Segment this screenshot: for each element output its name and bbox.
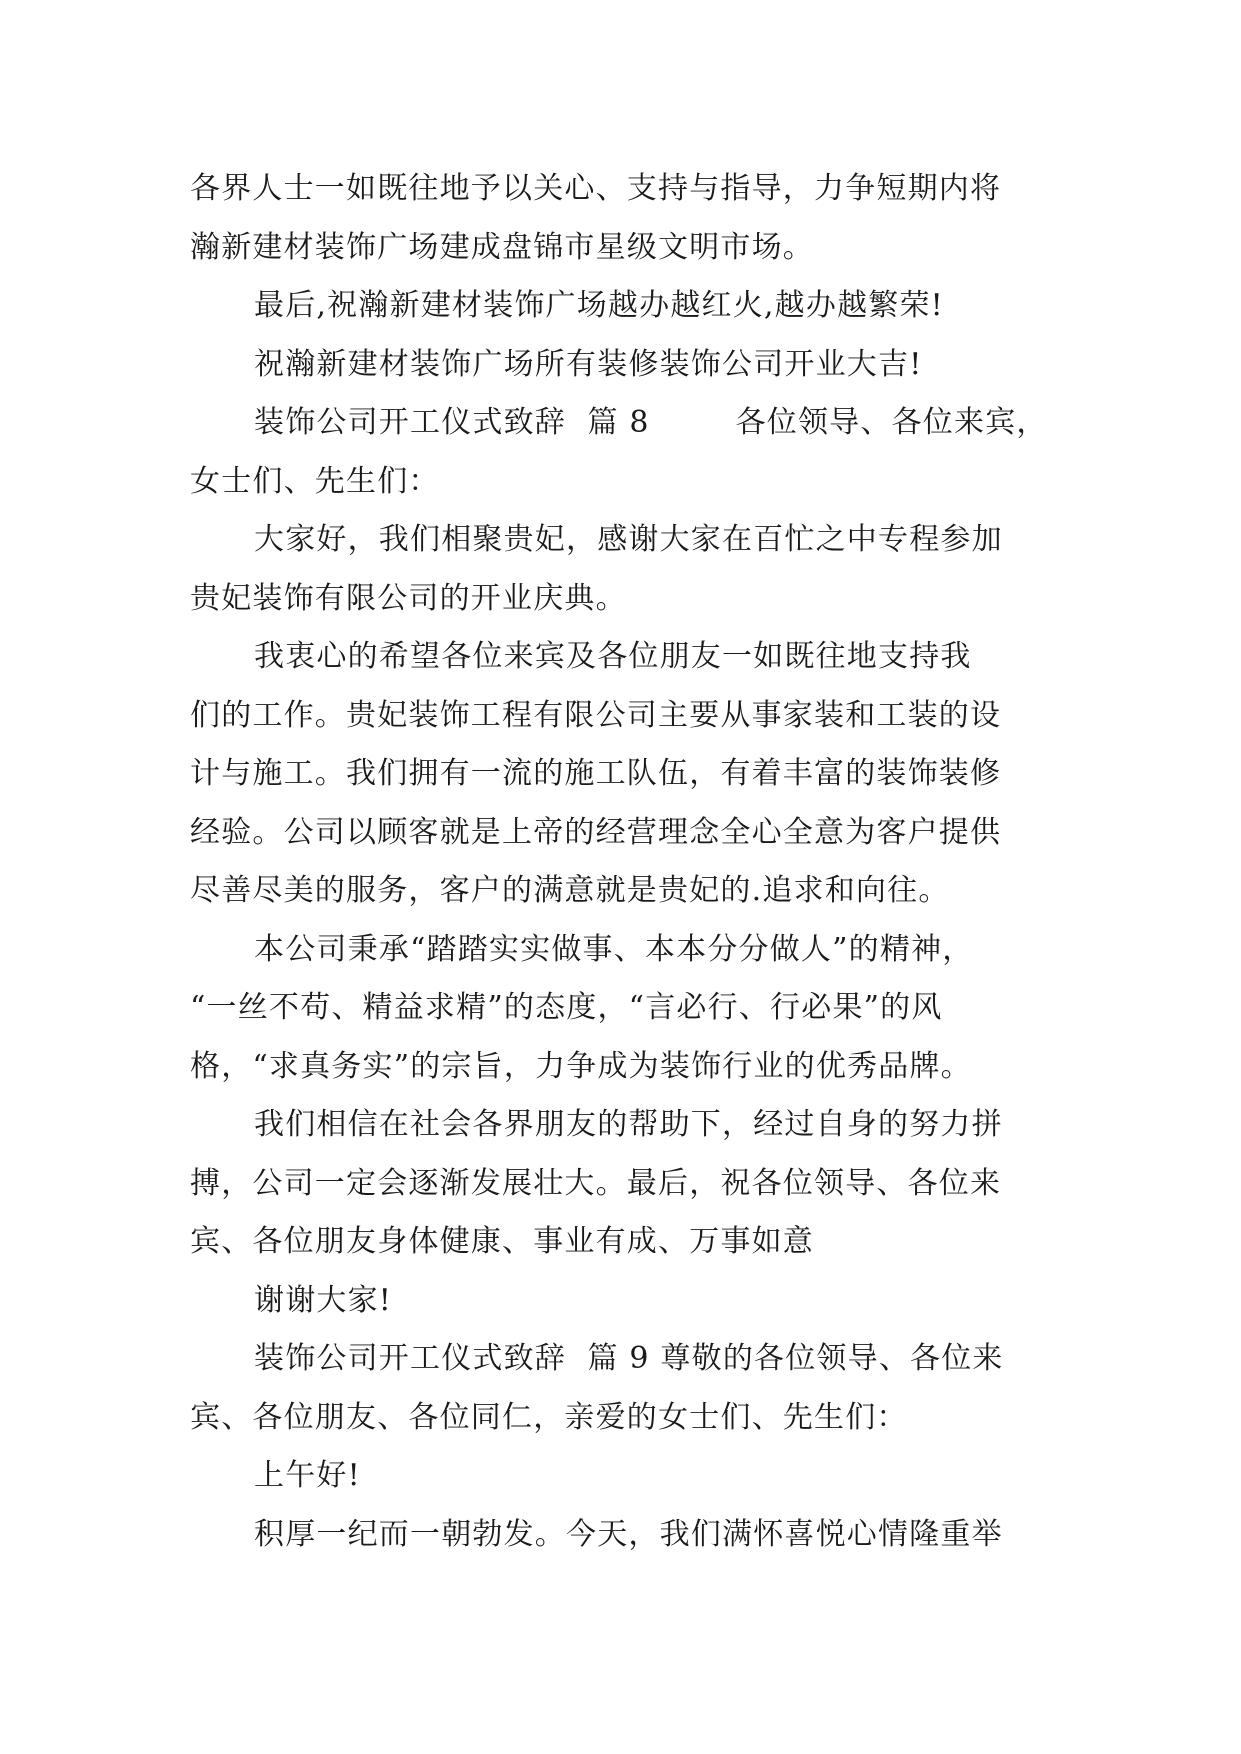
text-line-16: 格，“求真务实”的宗旨，力争成为装饰行业的优秀品牌。: [190, 1048, 972, 1084]
text-line-24: 积厚一纪而一朝勃发。今天，我们满怀喜悦心情隆重举: [254, 1516, 1003, 1552]
text-line-17: 我们相信在社会各界朋友的帮助下，经过自身的努力拼: [254, 1107, 1003, 1142]
document-body: [190, 160, 1050, 1564]
text-line-20: 谢谢大家!: [254, 1282, 393, 1318]
text-line-18: 搏，公司一定会逐渐发展壮大。最后，祝各位领导、各位来: [190, 1165, 1002, 1201]
text-line-2: 瀚新建材装饰广场建成盘锦市星级文明市场。: [190, 229, 814, 265]
text-line-22: 宾、各位朋友、各位同仁，亲爱的女士们、先生们：: [190, 1399, 908, 1435]
text-line-4: 祝瀚新建材装饰广场所有装修装饰公司开业大吉!: [254, 346, 923, 382]
text-line-12: 经验。公司以顾客就是上帝的经营理念全心全意为客户提供: [190, 814, 1002, 850]
text-line-3: 最后,祝瀚新建材装饰广场越办越红火,越办越繁荣!: [254, 288, 944, 323]
section-heading-9: 装饰公司开工仪式致辞 篇 9 尊敬的各位领导、各位来: [254, 1341, 1004, 1376]
text-line-6: 女士们、先生们：: [190, 463, 440, 499]
text-line-9: 我衷心的希望各位来宾及各位朋友一如既往地支持我: [254, 639, 972, 674]
text-line-11: 计与施工。我们拥有一流的施工队伍，有着丰富的装饰装修: [190, 756, 1002, 791]
text-line-15: “一丝不苟、精益求精”的态度，“言必行、行必果”的风: [190, 990, 943, 1025]
text-line-10: 们的工作。贵妃装饰工程有限公司主要从事家装和工装的设: [190, 697, 1002, 733]
text-line-7: 大家好，我们相聚贵妃，感谢大家在百忙之中专程参加: [254, 522, 1003, 557]
text-line-14: 本公司秉承“踏踏实实做事、本本分分做人”的精神，: [254, 931, 974, 967]
text-line-23: 上午好!: [254, 1458, 361, 1493]
text-line-13: 尽善尽美的服务，客户的满意就是贵妃的.追求和向往。: [190, 873, 950, 908]
section-heading-8: 装饰公司开工仪式致辞 篇 8 各位领导、各位来宾，: [254, 405, 1048, 440]
text-line-8: 贵妃装饰有限公司的开业庆典。: [190, 580, 627, 616]
text-line-1: 各界人士一如既往地予以关心、支持与指导，力争短期内将: [190, 171, 1002, 206]
text-line-19: 宾、各位朋友身体健康、事业有成、万事如意: [190, 1224, 814, 1259]
